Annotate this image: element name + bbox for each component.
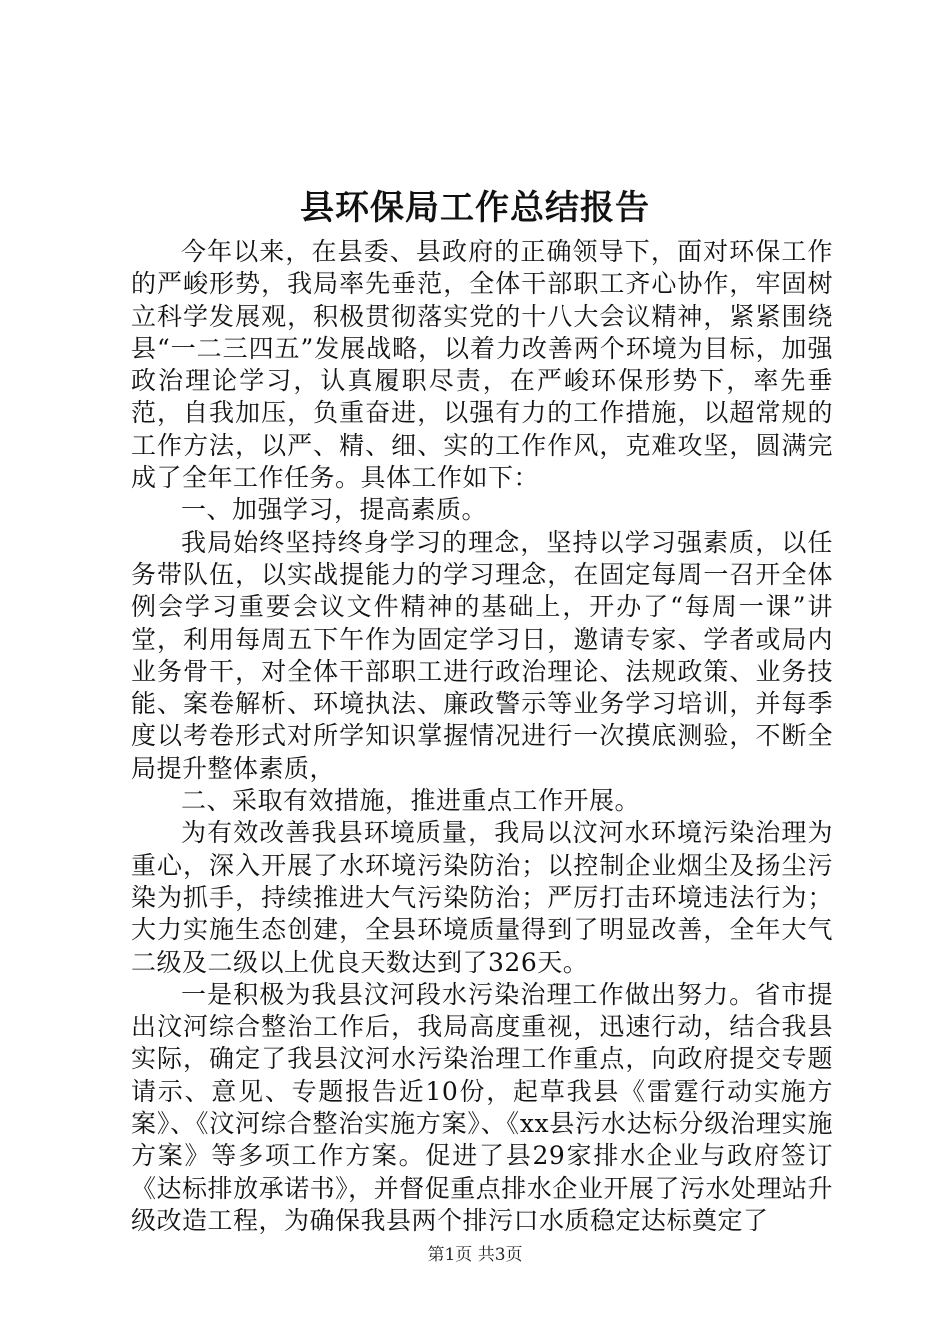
study-paragraph: 我局始终坚持终身学习的理念，坚持以学习强素质，以任务带队伍，以实战提能力的学习理念，在固定每周一召开全体例会学习重要会议文件精神的基础上，开办了“每周一课”讲堂，利用每周五下午作为固定学习日，邀请专家、学者或局内业务骨干，对全体干部职工进行政治理论、法规政策、业务技能、案卷解析、环境执法、廉政警示等业务学习培训，并每季度以考卷形式对所学知识掌握情况进行一次摸底测验，不断全局提升整体素质， (131, 527, 833, 783)
page-footer: 第1页 共3页 (427, 1245, 523, 1265)
document-body (131, 236, 833, 1237)
environment-paragraph: 为有效改善我县环境质量，我局以汶河水环境污染治理为重心，深入开展了水环境污染防治；以控制企业烟尘及扬尘污染为抓手，持续推进大气污染防治；严厉打击环境违法行为；大力实施生态创建，全县环境质量得到了明显改善，全年大气二级及二级以上优良天数达到了326天。 (131, 818, 833, 977)
section-heading-study: 一、加强学习，提高素质。 (181, 495, 488, 525)
section-heading-measures: 二、采取有效措施，推进重点工作开展。 (181, 786, 641, 816)
wenhe-paragraph: 一是积极为我县汶河段水污染治理工作做出努力。省市提出汶河综合整治工作后，我局高度重视，迅速行动，结合我县实际，确定了我县汶河水污染治理工作重点，向政府提交专题请示、意见、专题报告近10份，起草我县《雷霆行动实施方案》、《汶河综合整治实施方案》、《xx县污水达标分级治理实施方案》等多项工作方案。促进了县29家排水企业与政府签订《达标排放承诺书》，并督促重点排水企业开展了污水处理站升级改造工程，为确保我县两个排污口水质稳定达标奠定了 (131, 979, 833, 1235)
document-title: 县环保局工作总结报告 (300, 188, 650, 228)
intro-paragraph: 今年以来，在县委、县政府的正确领导下，面对环保工作的严峻形势，我局率先垂范，全体干部职工齐心协作，牢固树立科学发展观，积极贯彻落实党的十八大会议精神，紧紧围绕县“一二三四五”发展战略，以着力改善两个环境为目标，加强政治理论学习，认真履职尽责，在严峻环保形势下，率先垂范，自我加压，负重奋进，以强有力的工作措施，以超常规的工作方法，以严、精、细、实的工作作风，克难攻坚，圆满完成了全年工作任务。具体工作如下： (131, 237, 833, 493)
